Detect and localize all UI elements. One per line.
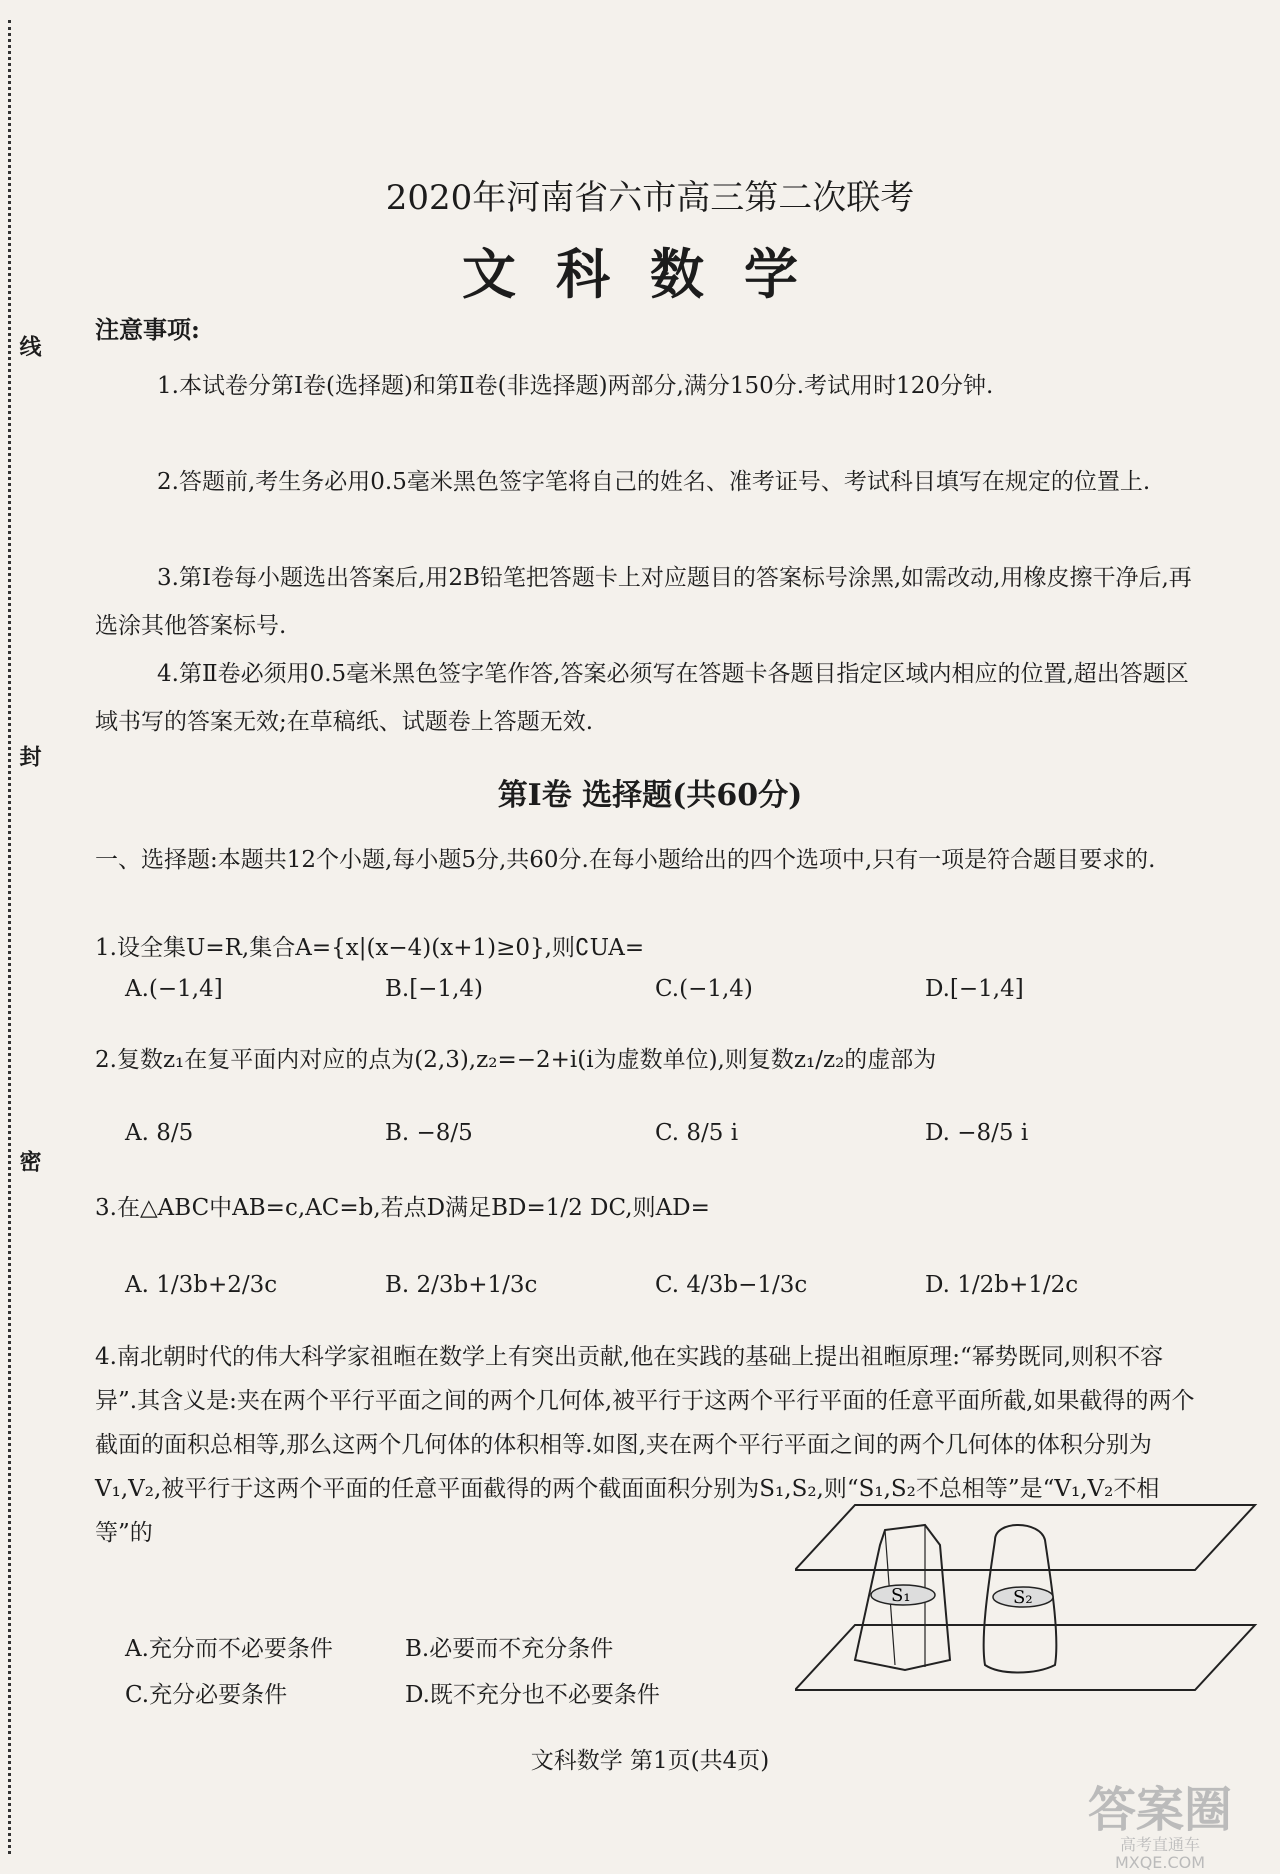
option-a: A. 1/3b+2/3c (125, 1272, 278, 1298)
lower-plane (795, 1625, 1255, 1690)
watermark-logo (1070, 1784, 1250, 1874)
parallel-planes-figure (795, 1485, 1275, 1705)
option-b: B. 2/3b+1/3c (385, 1272, 538, 1298)
subject-title: 文科数学 (462, 242, 838, 306)
question-1-stem: 1.设全集U=R,集合A={x|(x−4)(x+1)≥0},则∁UA= (95, 935, 645, 961)
option-d: D.既不充分也不必要条件 (405, 1682, 660, 1708)
option-c: C.(−1,4) (655, 976, 753, 1002)
question-4-stem: 4.南北朝时代的伟大科学家祖暅在数学上有突出贡献,他在实践的基础上提出祖暅原理:“幂势既同,则积不容异”.其含义是:夹在两个平行平面之间的两个几何体,被平行于这两个平行平面的任意平面所截,如果截得的两个截面的面积总相等,那么这两个几何体的体积相等.如图,夹在两个平行平面之间的两个几何体的体积分别为V₁,V₂,被平行于这两个平面的任意平面截得的两个截面面积分别为S₁,S₂,则“S₁,S₂不总相等”是“V₁,V₂不相等”的 (95, 1344, 1195, 1546)
margin-mark-line: 线 (16, 335, 42, 357)
label-s1: S₁ (891, 1585, 911, 1606)
watermark-main: 答案圈 (1087, 1782, 1232, 1838)
option-c: C.充分必要条件 (125, 1682, 288, 1708)
question-4-options-row1 (125, 1630, 685, 1674)
upper-plane (795, 1505, 1255, 1570)
option-b: B.[−1,4) (385, 976, 484, 1002)
option-b: B. −8/5 (385, 1120, 473, 1146)
section-title: 第Ⅰ卷 选择题(共60分) (497, 778, 803, 813)
watermark-sub-2: MXQE.COM (1114, 1853, 1206, 1872)
question-2-stem: 2.复数z₁在复平面内对应的点为(2,3),z₂=−2+i(i为虚数单位),则复数z₁/z₂的虚部为 (95, 1047, 937, 1073)
margin-mark-secret: 密 (16, 1150, 42, 1172)
page-footer: 文科数学 第1页(共4页) (530, 1748, 770, 1774)
notice-item-2: 2.答题前,考生务必用0.5毫米黑色签字笔将自己的姓名、准考证号、考试科目填写在规定的位置上. (157, 469, 1151, 495)
option-a: A.充分而不必要条件 (125, 1636, 333, 1662)
notice-item-1: 1.本试卷分第Ⅰ卷(选择题)和第Ⅱ卷(非选择题)两部分,满分150分.考试用时120分钟. (157, 373, 994, 399)
question-2-options (125, 1120, 1205, 1160)
notice-heading: 注意事项: (95, 315, 200, 344)
binding-dotted-line (8, 20, 11, 1854)
question-1-options (125, 976, 1205, 1016)
margin-mark-seal: 封 (16, 745, 42, 767)
option-a: A. 8/5 (125, 1120, 194, 1146)
option-b: B.必要而不充分条件 (405, 1636, 614, 1662)
option-c: C. 4/3b−1/3c (655, 1272, 808, 1298)
notice-item-4: 4.第Ⅱ卷必须用0.5毫米黑色签字笔作答,答案必须写在答题卡各题目指定区域内相应的位置,超出答题区域书写的答案无效;在草稿纸、试题卷上答题无效. (95, 661, 1189, 735)
option-a: A.(−1,4] (125, 976, 223, 1002)
option-d: D. −8/5 i (925, 1120, 1029, 1146)
notice-item-3: 3.第Ⅰ卷每小题选出答案后,用2B铅笔把答题卡上对应题目的答案标号涂黑,如需改动,用橡皮擦干净后,再选涂其他答案标号. (95, 565, 1192, 639)
exam-page (95, 0, 1205, 1874)
option-d: D. 1/2b+1/2c (925, 1272, 1079, 1298)
option-d: D.[−1,4] (925, 976, 1024, 1002)
label-s2: S₂ (1013, 1587, 1033, 1608)
choice-instruction: 一、选择题:本题共12个小题,每小题5分,共60分.在每小题给出的四个选项中,只有一项是符合题目要求的. (95, 847, 1156, 873)
option-c: C. 8/5 i (655, 1120, 739, 1146)
question-3-options (125, 1272, 1205, 1312)
watermark-sub-1: 高考直通车 (1119, 1835, 1200, 1854)
question-3-stem: 3.在△ABC中AB=c,AC=b,若点D满足BD=1/2 DC,则AD= (95, 1195, 710, 1221)
question-4-options-row2 (125, 1676, 685, 1720)
exam-title: 2020年河南省六市高三第二次联考 (385, 178, 915, 218)
